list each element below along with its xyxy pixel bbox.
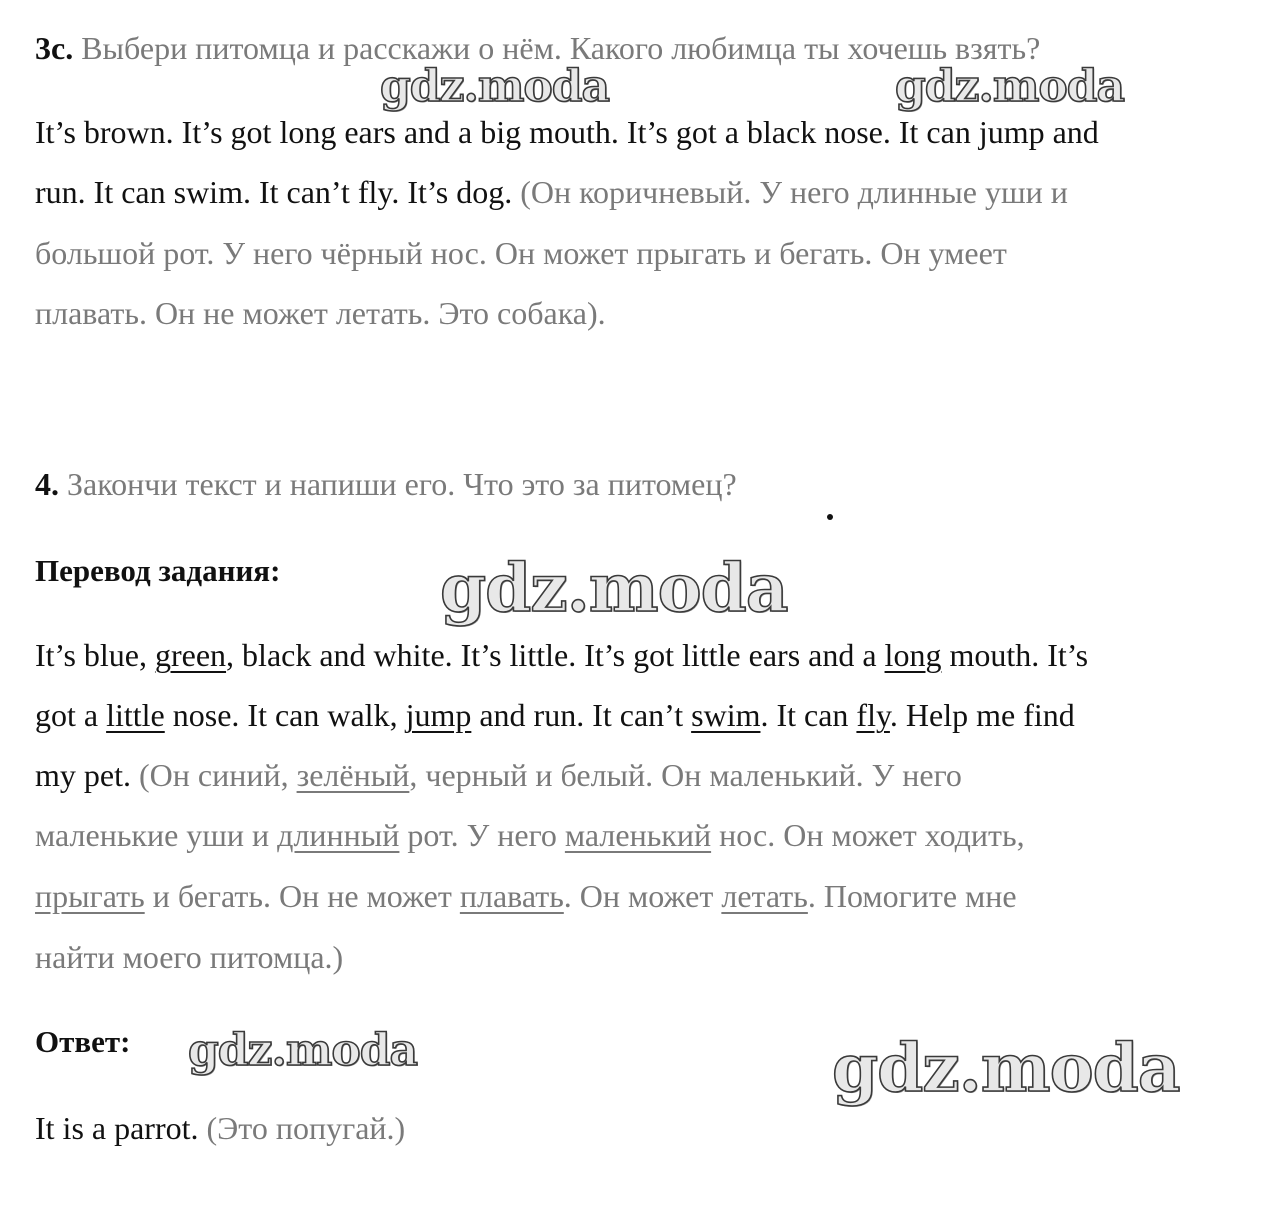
text-segment: . Помогите мне — [807, 878, 1017, 914]
translation-line — [35, 876, 1017, 916]
answer-label: Ответ: — [35, 1024, 131, 1059]
underlined-word: маленький — [564, 817, 712, 853]
underlined-word: летать — [721, 878, 808, 914]
text-segment: mouth. It’s — [941, 637, 1089, 673]
underlined-word: плавать — [459, 878, 564, 914]
underlined-word: little — [106, 697, 165, 733]
underlined-word: long — [884, 637, 942, 673]
text-segment: nose. It can walk, — [164, 697, 406, 733]
text-segment: . Он может — [563, 878, 722, 914]
text-line — [35, 635, 1088, 675]
translation-label: Перевод задания: — [35, 553, 281, 588]
task-prompt: Закончи текст и напиши его. Что это за питомец? — [67, 466, 737, 502]
text-segment: It’s blue, — [35, 637, 155, 673]
text-line — [35, 695, 1075, 735]
text-segment: got a — [35, 697, 107, 733]
answer-line — [35, 172, 1068, 212]
text-segment: my pet. — [35, 757, 139, 793]
task-number: 3c. — [35, 30, 74, 66]
translation-line — [35, 815, 1025, 855]
answer-line: It’s brown. It’s got long ears and a big mouth. It’s got a black nose. It can jump and — [35, 114, 1099, 150]
task-prompt: Выбери питомца и расскажи о нём. Какого любимца ты хочешь взять? — [81, 30, 1041, 66]
text-segment: и бегать. Он не может — [144, 878, 460, 914]
translation-segment: , черный и белый. Он маленький. У него — [409, 757, 962, 793]
underlined-word: swim — [691, 697, 761, 733]
watermark-logo: gdz.moda — [440, 549, 788, 627]
answer-english: It is a parrot. — [35, 1110, 199, 1146]
watermark-logo: gdz.moda — [832, 1029, 1180, 1107]
underlined-word: прыгать — [35, 878, 145, 914]
underlined-word: green — [154, 637, 227, 673]
text-segment: нос. Он может ходить, — [711, 817, 1025, 853]
task-number: 4. — [35, 466, 59, 502]
underlined-word: jump — [405, 697, 472, 733]
russian-translation: (Он коричневый. У него длинные уши и — [520, 174, 1068, 210]
text-segment: , black and white. It’s little. It’s got little ears and a — [226, 637, 885, 673]
answer-russian: (Это попугай.) — [206, 1110, 406, 1146]
stray-dot — [827, 514, 833, 520]
text-segment: рот. У него — [399, 817, 565, 853]
english-text: run. It can swim. It can’t fly. It’s dog. — [35, 174, 513, 210]
text-segment: . Help me find — [889, 697, 1075, 733]
task-4-heading — [35, 464, 737, 504]
watermark-logo: gdz.moda — [188, 1025, 418, 1076]
underlined-word: длинный — [277, 817, 400, 853]
underlined-word: зелёный — [296, 757, 410, 793]
answer-line — [35, 1108, 405, 1148]
translation-segment: (Он синий, — [138, 757, 297, 793]
watermark-logo: gdz.moda — [895, 61, 1125, 112]
translation-line: большой рот. У него чёрный нос. Он может прыгать и бегать. Он умеет — [35, 235, 1007, 271]
text-segment: and run. It can’t — [471, 697, 692, 733]
text-segment: . It can — [760, 697, 857, 733]
translation-line: найти моего питомца.) — [35, 939, 344, 975]
text-segment: маленькие уши и — [35, 817, 278, 853]
watermark-logo: gdz.moda — [380, 61, 610, 112]
translation-line: плавать. Он не может летать. Это собака). — [35, 295, 606, 331]
text-line — [35, 755, 962, 795]
underlined-word: fly — [856, 697, 890, 733]
